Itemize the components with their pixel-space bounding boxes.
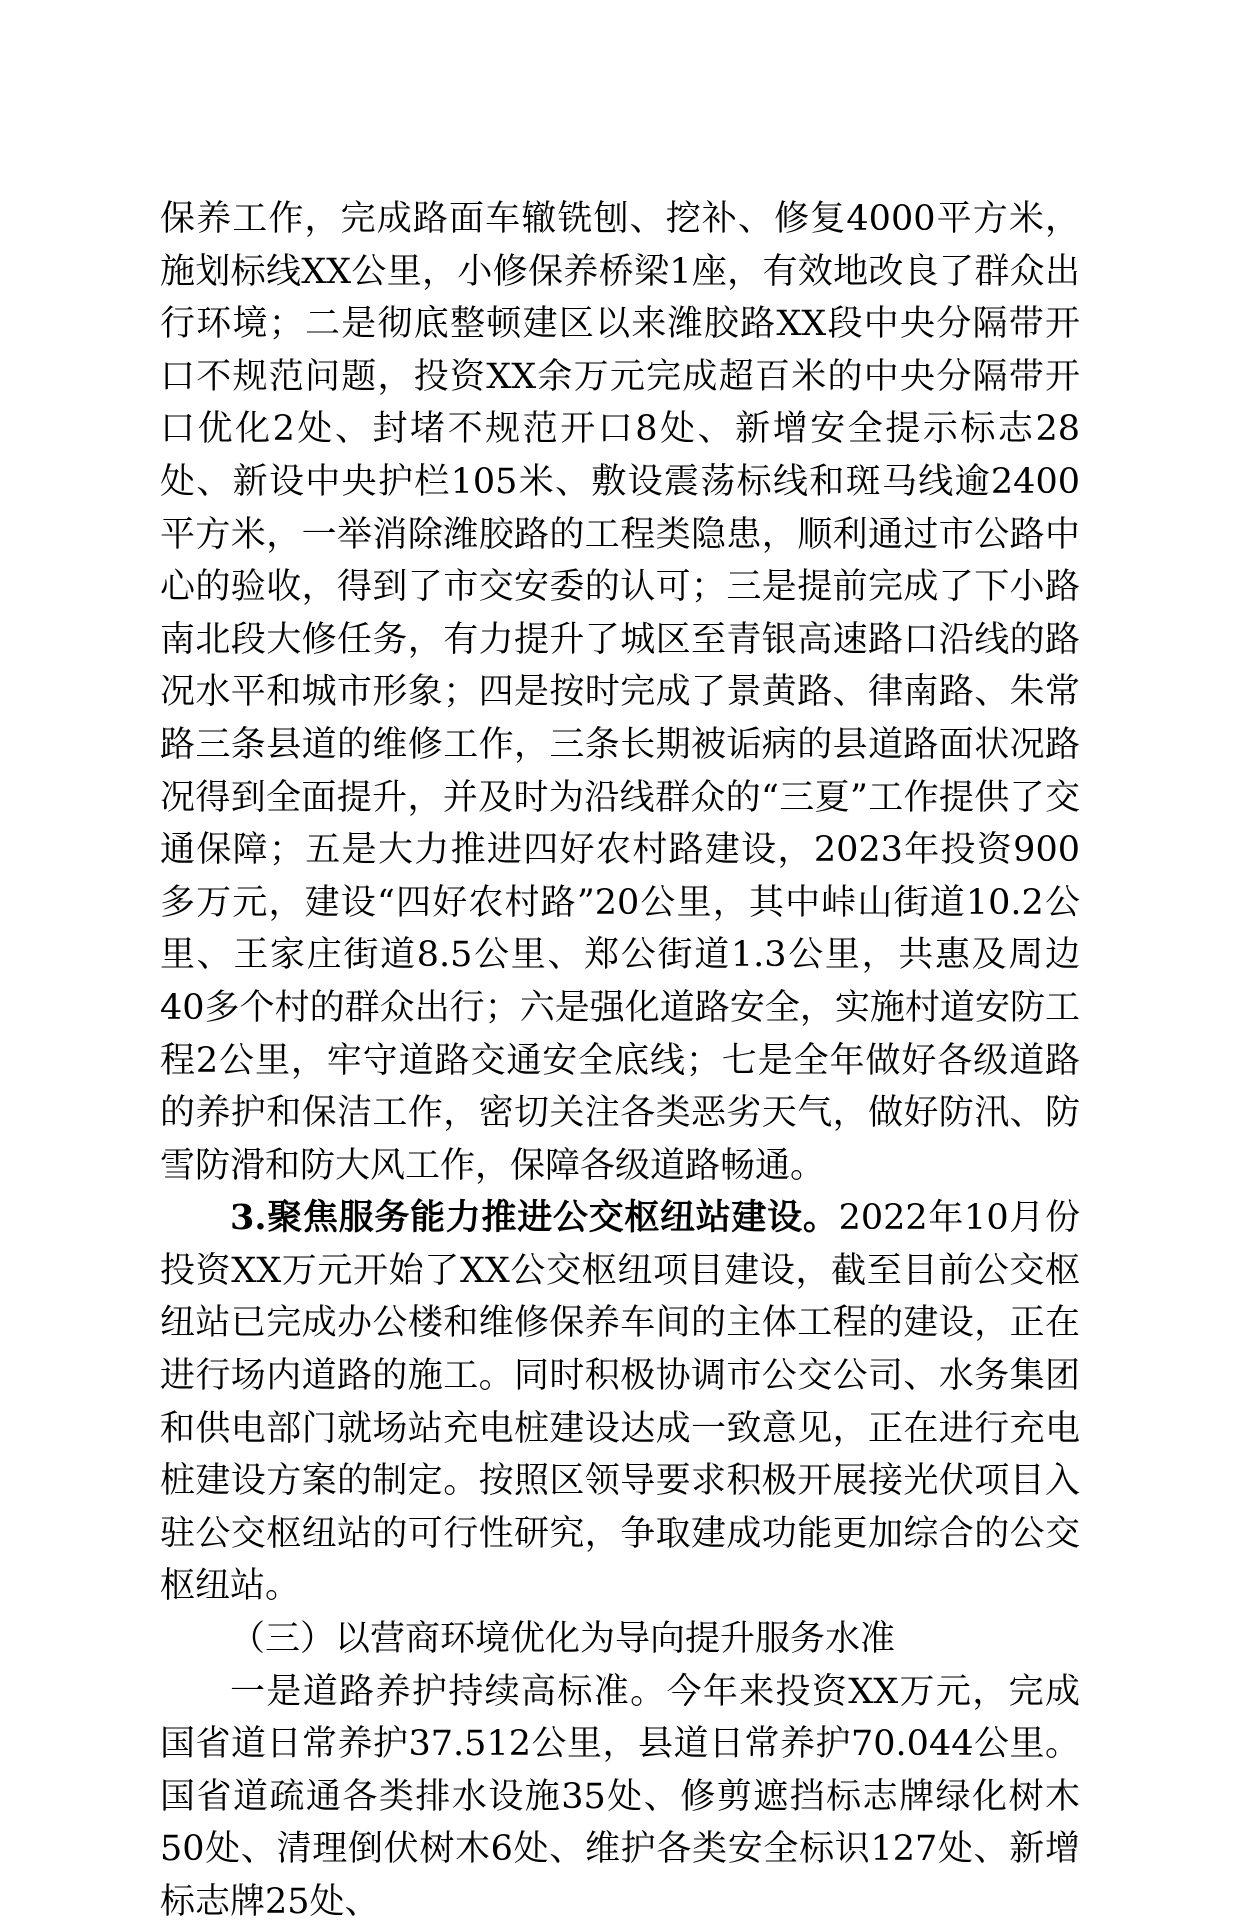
body-paragraph-bus-hub: [160, 1192, 1080, 1613]
paragraph-body-text: 2022年10月份投资XX万元开始了XX公交枢纽项目建设，截至目前公交枢纽站已完成办公楼和维修保养车间的主体工程的建设，正在进行场内道路的施工。同时积极协调市公交公司、水务集团和供电部门就场站充电桩建设达成一致意见，正在进行充电桩建设方案的制定。按照区领导要求积极开展接光伏项目入驻公交枢纽站的可行性研究，争取建成功能更加综合的公交枢纽站。: [160, 1198, 1080, 1607]
section-heading: （三）以营商环境优化为导向提升服务水准: [230, 1619, 896, 1660]
paragraph-lead-heading: 3.聚焦服务能力推进公交枢纽站建设。: [230, 1197, 839, 1239]
body-paragraph-service-standards: 一是道路养护持续高标准。今年来投资XX万元，完成国省道日常养护37.512公里，县道日常养护70.044公里。国省道疏通各类排水设施35处、修剪遮挡标志牌绿化树木50处、清理倒伏树木6处、维护各类安全标识127处、新增标志牌25处、: [160, 1671, 1080, 1922]
document-page: [160, 193, 1080, 1929]
body-paragraph-road-maintenance: 保养工作，完成路面车辙铣刨、挖补、修复4000平方米，施划标线XX公里，小修保养桥梁1座，有效地改良了群众出行环境；二是彻底整顿建区以来潍胶路XX段中央分隔带开口不规范问题，投资XX余万元完成超百米的中央分隔带开口优化2处、封堵不规范开口8处、新增安全提示标志28处、新设中央护栏105米、敷设震荡标线和斑马线逾2400平方米，一举消除潍胶路的工程类隐患，顺利通过市公路中心的验收，得到了市交安委的认可；三是提前完成了下小路南北段大修任务，有力提升了城区至青银高速路口沿线的路况水平和城市形象；四是按时完成了景黄路、律南路、朱常路三条县道的维修工作，三条长期被诟病的县道路面状况路况得到全面提升，并及时为沿线群众的“三夏”工作提供了交通保障；五是大力推进四好农村路建设，2023年投资900多万元，建设“四好农村路”20公里，其中峠山街道10.2公里、王家庄街道8.5公里、郑公街道1.3公里，共惠及周边40多个村的群众出行；六是强化道路安全，实施村道安防工程2公里，牢守道路交通安全底线；七是全年做好各级道路的养护和保洁工作，密切关注各类恶劣天气，做好防汛、防雪防滑和防大风工作，保障各级道路畅通。: [160, 199, 1080, 1186]
